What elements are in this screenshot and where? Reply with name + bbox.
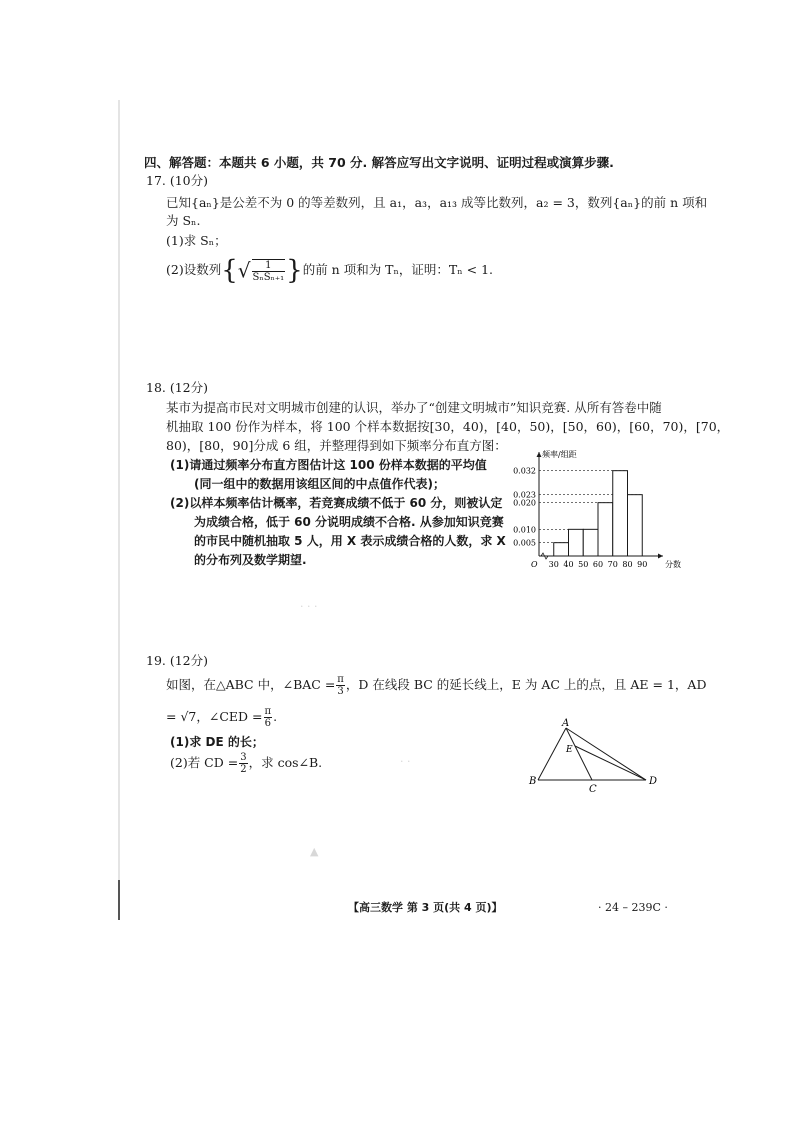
label-A: A — [562, 718, 570, 729]
q18-part2-line4: 的分布列及数学期望. — [194, 553, 307, 567]
sqrt-expression — [238, 255, 286, 286]
y-axis-arrow-icon — [537, 452, 542, 457]
y-axis-label: 频率/组距 — [542, 450, 577, 459]
q19-part2 — [170, 748, 322, 778]
scan-noise: ▲ — [310, 845, 319, 858]
x-axis-arrow-icon — [658, 554, 663, 559]
label-B: B — [529, 776, 537, 787]
q18-stem-line2: 机抽取 100 份作为样本，将 100 个样本数据按[30，40)，[40，50)，[50，60)，[60，70)，[70， — [166, 419, 730, 434]
scan-edge — [118, 100, 120, 920]
scan-noise: · · — [400, 755, 411, 768]
y-tick-label: 0.005 — [513, 538, 536, 548]
x-axis-label: 分数 — [665, 560, 681, 569]
frac-den: 3 — [337, 686, 344, 697]
footer-page-info: 【高三数学 第 3 页(共 4 页)】 — [348, 901, 503, 914]
q19-part2-post: ，求 cos∠B. — [248, 755, 323, 770]
x-tick-label: 80 — [622, 560, 633, 569]
q17-fraction-den: SₙSₙ₊₁ — [252, 271, 285, 283]
right-brace: } — [286, 255, 303, 286]
sqrt-sign-icon: √ — [237, 258, 251, 283]
y-tick-label: 0.032 — [513, 466, 536, 476]
footer-code: · 24 – 239C · — [598, 901, 668, 914]
q19-stem2-post: . — [273, 709, 278, 724]
label-D: D — [649, 776, 658, 787]
histogram-bar — [628, 495, 643, 556]
x-tick-label: 60 — [592, 560, 604, 569]
q18-part1-line1: (1)请通过频率分布直方图估计这 100 份样本数据的平均值 — [170, 458, 487, 472]
x-tick-label: 50 — [578, 560, 589, 569]
edge-AD — [566, 728, 646, 780]
x-tick-label: 40 — [563, 560, 574, 569]
y-tick-label: 0.010 — [513, 525, 536, 535]
origin-label: O — [531, 560, 538, 569]
frac-num: π — [264, 706, 272, 717]
q18-stem-line1: 某市为提高市民对文明城市创建的认识，举办了“创建文明城市”知识竞赛. 从所有答卷中随 — [166, 400, 662, 415]
label-C: C — [589, 784, 597, 795]
x-tick-label: 90 — [637, 560, 648, 569]
q18-stem-line3: 80)，[80，90]分成 6 组，并整理得到如下频率分布直方图： — [166, 438, 507, 453]
q19-part2-pre: (2)若 CD = — [170, 755, 239, 770]
edge-AB — [538, 728, 566, 780]
q19-stem1-post: ，D 在线段 BC 的延长线上，E 为 AC 上的点，且 AE = 1，AD — [345, 677, 707, 692]
frac-num: π — [337, 674, 344, 685]
y-tick-label: 0.023 — [513, 490, 536, 500]
pi-over-6 — [264, 706, 273, 729]
scan-edge-dark — [118, 880, 120, 920]
section-title: 四、解答题：本题共 6 小题，共 70 分. 解答应写出文字说明、证明过程或演算步骤. — [144, 155, 614, 170]
label-E: E — [566, 745, 573, 755]
frac-den: 2 — [240, 764, 247, 775]
histogram-bar — [598, 503, 613, 556]
x-tick-label: 70 — [607, 560, 618, 569]
histogram-bar — [613, 471, 628, 556]
frac-den: 6 — [264, 718, 271, 729]
histogram-bar — [583, 529, 598, 556]
frac-num: 3 — [240, 752, 247, 763]
q18-part2-line2: 为成绩合格，低于 60 分说明成绩不合格. 从参加知识竞赛 — [194, 515, 504, 529]
scan-noise: · · · — [300, 600, 318, 613]
q17-stem-line1: 已知{aₙ}是公差不为 0 的等差数列，且 a₁，a₃，a₁₃ 成等比数列，a₂ = 3，数列{aₙ}的前 n 项和 — [166, 195, 708, 210]
q19-stem2-pre: = √7，∠CED = — [166, 709, 263, 724]
q17-part1: (1)求 Sₙ； — [166, 233, 227, 248]
histogram-bar — [554, 543, 569, 556]
y-tick-label: 0.020 — [513, 498, 536, 508]
q19-stem-line1 — [166, 670, 706, 700]
q17-part2-suffix: 的前 n 项和为 Tₙ，证明：Tₙ < 1. — [302, 262, 494, 277]
q17-part2 — [166, 255, 493, 286]
q17-part2-prefix: (2)设数列 — [166, 262, 222, 277]
histogram-bar — [569, 529, 584, 556]
q17-fraction — [252, 259, 286, 283]
q18-part2-line3: 的市民中随机抽取 5 人，用 X 表示成绩合格的人数，求 X — [194, 534, 506, 548]
pi-over-3 — [336, 674, 345, 697]
q18-part1-line2: (同一组中的数据用该组区间的中点值作代表)； — [194, 477, 445, 491]
q17-fraction-num: 1 — [252, 260, 286, 272]
triangle-figure — [528, 716, 668, 796]
q18-number: 18. (12分) — [146, 380, 209, 395]
q17-stem-line2: 为 Sₙ. — [166, 213, 201, 228]
q17-number: 17. (10分) — [146, 173, 209, 188]
x-tick-label: 30 — [548, 560, 559, 569]
left-brace: { — [221, 255, 238, 286]
q19-stem-line2 — [166, 702, 277, 732]
q18-part2-line1: (2)以样本频率估计概率，若竞赛成绩不低于 60 分，则被认定 — [170, 496, 503, 510]
q19-number: 19. (12分) — [146, 653, 209, 668]
q19-part1: (1)求 DE 的长； — [170, 735, 264, 749]
three-halves — [239, 752, 247, 775]
frequency-histogram — [505, 448, 681, 578]
edge-ED — [575, 746, 646, 780]
q19-stem1-pre: 如图，在△ABC 中，∠BAC = — [166, 677, 336, 692]
